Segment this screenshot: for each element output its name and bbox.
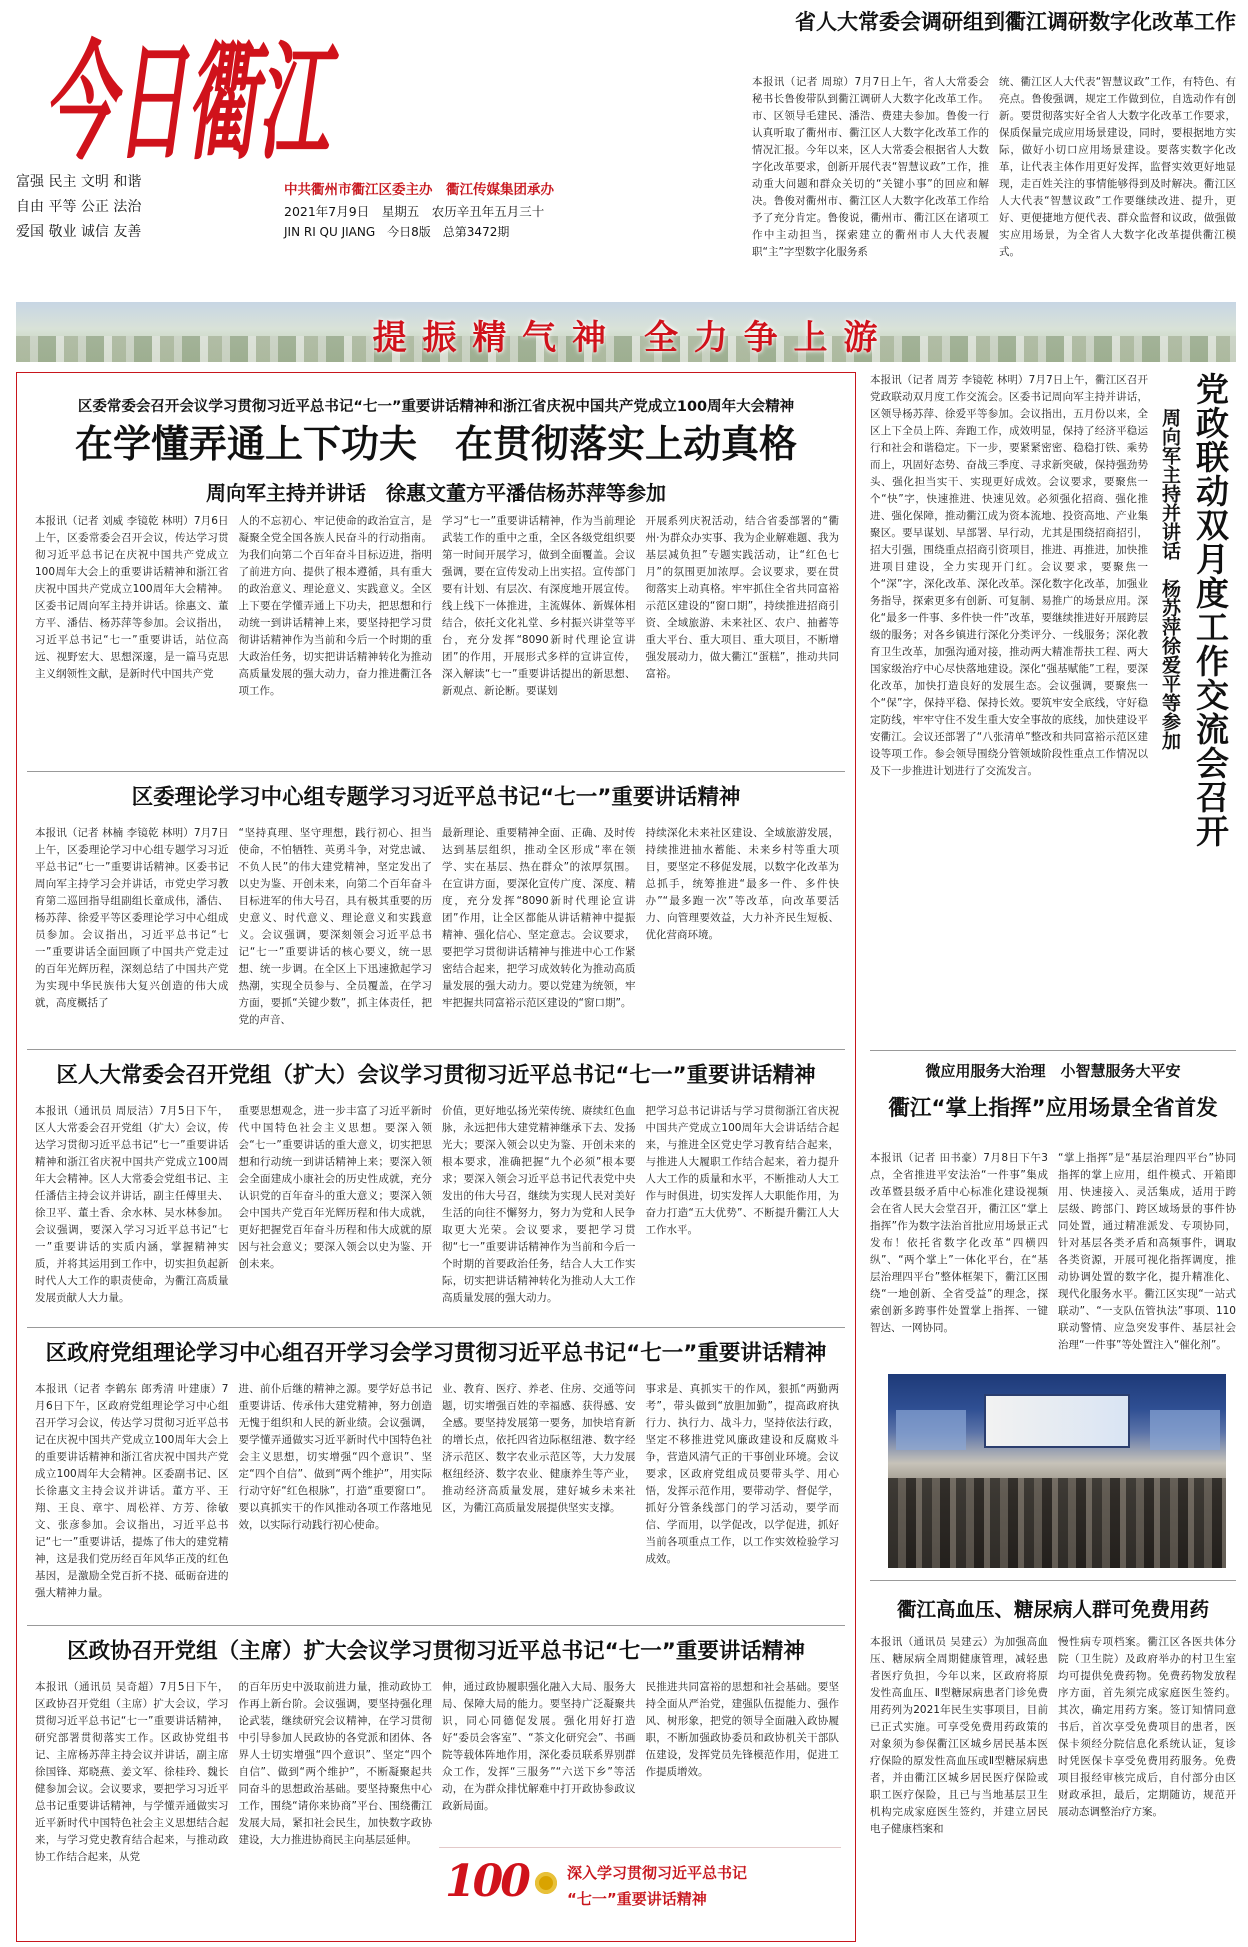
feature-headline: 在学懂弄通上下功夫 在贯彻落实上动真格	[74, 422, 797, 466]
issue-number: JIN RI QU JIANG 今日8版 总第3472期	[284, 225, 510, 239]
s2-body	[35, 825, 839, 1041]
top-right-body	[752, 74, 1236, 258]
banner-slogan: 提 振 精 气 神 全 力 争 上 游	[372, 318, 880, 358]
s3-col-2: 重要思想观念，进一步丰富了习近平新时代中国特色社会主义思想。要深入领会“七一”重要讲话的重大意义，切实把思想和行动统一到讲话精神上来；要深入领会全面建成小康社会的历史性成就，充分认识党的百年奋斗的重大意义；要深入领会中国共产党百年光辉历程和伟大成就，更好把握党百年奋斗历程和伟大成就的原因与社会意义；要深入领会以史为鉴、开创未来。	[238, 1105, 432, 1270]
s3-headline: 区人大常委会召开党组（扩大）会议学习贯彻习近平总书记“七一”重要讲话精神	[56, 1063, 816, 1088]
s4-col-3: 业、教育、医疗、养老、住房、交通等问题，切实增强百姓的幸福感、获得感、安全感。要坚持发展第一要务，加快培育新的增长点，依托四省边际枢纽港、数字经济示范区、数字农业示范区等，大力发展枢纽经济、数字农业、健康养生等产业，推动经济高质量发展，建好城乡未来社区，为衢江高质量发展提供坚实支撑。	[442, 1383, 636, 1514]
feature-body	[35, 513, 839, 763]
sponsor-line: 中共衢州市衢江区委主办 衢江传媒集团承办	[284, 182, 554, 198]
feature-col-1: 本报讯（记者 刘威 李镜乾 林明）7月6日上午，区委常委会召开会议，传达学习贯彻习近平总书记在庆祝中国共产党成立100周年大会上的重要讲话精神和浙江省庆祝中国共产党成立100周年大会精神。区委书记周向军主持并讲话。徐惠文、董方平、潘佶、杨苏萍等参加。会议指出，习近平总书记“七一”重要讲话，站位高远、视野宏大、思想深邃，是一篇马克思主义纲领性文献，是新时代中国共产党	[35, 515, 229, 680]
svg-text:今日衢江: 今日衢江	[44, 28, 340, 178]
top-right-article	[752, 8, 1236, 36]
s4-col-1: 本报讯（记者 李鹤东 郎秀清 叶建康）7月6日下午，区政府党组理论学习中心组召开学习会议，传达学习贯彻习近平总书记在庆祝中国共产党成立100周年大会上的重要讲话精神和浙江省庆祝中国共产党成立100周年大会精神。区委副书记、区长徐惠文主持会议并讲话。董方平、王翔、王良、章宇、周松祥、方芳、徐敏文、张彦参加。会议指出，习近平总书记“七一”重要讲话，提炼了伟大的建党精神，这是我们党历经百年风华正茂的红色基因，是激励全党百折不挠、砥砺奋进的强大精神力量。	[35, 1383, 229, 1599]
zhangshang-article	[870, 1060, 1236, 1122]
zhangshang-kicker: 微应用服务大治理 小智慧服务大平安	[925, 1062, 1181, 1080]
centenary-badge	[439, 1847, 841, 1929]
badge-number: 100	[445, 1856, 528, 1907]
core-values: 富强 民主 文明 和谐 自由 平等 公正 法治 爱国 敬业 诚信 友善	[16, 174, 142, 240]
feature-kicker: 区委常委会召开会议学习贯彻习近平总书记“七一”重要讲话精神和浙江省庆祝中国共产党成立100周年大会精神	[77, 399, 795, 415]
feature-box	[16, 372, 856, 1942]
feature-col-2: 人的不忘初心、牢记使命的政治宣言，是凝聚全党全国各族人民奋斗的行动指南。为我们向第二个百年奋斗目标迈进，指明了前进方向、提供了根本遵循，具有重大的政治意义、理论意义、实践意义。全区上下要在学懂弄通上下功夫，把思想和行动统一到讲话精神上来，要坚持把学习贯彻讲话精神作为当前和今后一个时期的重大政治任务，切实把讲话精神转化为推动高质量发展的强大动力，奋力推进衢江各项工作。	[238, 515, 432, 697]
right-article	[870, 372, 1236, 1040]
s4-headline: 区政府党组理论学习中心组召开学习会学习贯彻习近平总书记“七一”重要讲话精神	[45, 1341, 827, 1366]
feature-subhead: 周向军主持并讲话 徐惠文董方平潘佶杨苏萍等参加	[206, 481, 666, 505]
right-article-title: 党政联动双月度工作交流会召开	[1191, 372, 1230, 848]
top-right-headline: 省人大常委会调研组到衢江调研数字化改革工作	[795, 10, 1236, 34]
conference-photo	[888, 1374, 1226, 1568]
s4-body	[35, 1381, 839, 1617]
s5-col-4: 民推进共同富裕的思想和社会基础。要坚持全面从严治党，建强队伍提能力、强作风、树形象，把党的领导全面融入政协履职，不断加强政协委员和政协机关干部队伍建设，发挥党员先锋模范作用，促进工作提质增效。	[645, 1681, 839, 1778]
top-right-col-2: 统、衢江区人大代表“智慧议政”工作，有特色、有亮点。鲁俊强调，规定工作做到位，自选动作有创新。要贯彻落实好全省人大数字化改革工作要求，保质保量完成应用场景建设，同时，要根据地方实际，做好小切口应用场景建设。要落实数字化改革，让代表主体作用更好发挥，监督实效更好地显现，走百姓关注的事情能够得到及时解决。衢江区人大代表“智慧议政”工作要继续改进、提升，更好、更便捷地方便代表、群众监督和议政，做强做实应用场景，为全省人大数字化改革提供衢江模式。	[999, 76, 1236, 258]
zhangshang-col-2: “掌上指挥”是“基层治理四平台”协同指挥的掌上应用，组件模式、开箱即用、快速接入、灵活集成，适用于跨层级、跨部门、跨区域场景的事件协同处置，通过精准派发、专项协同，针对基层各类矛盾和高频事件，调取各类资源，开展可视化指挥调度，推动协调处置的数字化，提升精准化、现代化服务水平。衢江区实现“一站式联动”、“一支队伍管执法”事项、110联动警情、应急突发事件、基层社会治理“一件事”等处置注入“催化剂”。	[1058, 1152, 1236, 1351]
s5-col-1: 本报讯（通讯员 吴奇超）7月5日下午，区政协召开党组（主席）扩大会议，学习贯彻习近平总书记“七一”重要讲话精神，研究部署贯彻落实工作。区政协党组书记、主席杨苏萍主持会议并讲话，副主席徐国锋、郑晓燕、姜文军、徐桂玲、魏长健参加会议。会议要求，要把学习习近平总书记重要讲话精神，与学懂弄通做实习近平新时代中国特色社会主义思想结合起来，与学习党史教育结合起来，与推动政协工作结合起来，从党	[35, 1681, 229, 1863]
banner	[16, 302, 1236, 362]
s2-col-2: “坚持真理、坚守理想，践行初心、担当使命，不怕牺牲、英勇斗争，对党忠诚、不负人民”的伟大建党精神，坚定发出了以史为鉴、开创未来，向第二个百年奋斗目标进军的伟大号召，具有极其重要的历史意义、时代意义、理论意义和实践意义。会议强调，要深刻领会习近平总书记“七一”重要讲话的核心要义，统一思想、统一步调。在全区上下迅速掀起学习热潮，实现全员参与、全员覆盖，在学习方面，要抓“关键少数”，抓主体责任，把党的声音、	[238, 827, 432, 1026]
issue-date: 2021年7月9日 星期五 农历辛丑年五月三十	[284, 204, 545, 219]
s5-col-2: 的百年历史中汲取前进力量，推动政协工作再上新台阶。会议强调，要坚持强化理论武装，继续研究会议精神，在学习贯彻中引导参加人民政协的各党派和团体、各界人士切实增强“四个意识”、坚定“四个自信”、做到“两个维护”，不断凝聚起共同奋斗的思想政治基础。要坚持聚焦中心工作，围绕“请你来协商”平台、围绕衢江发展大局，紧扣社会民生，加快数字政协建设，大力推进协商民主向基层延伸。	[238, 1681, 432, 1846]
medicine-body	[870, 1634, 1236, 1940]
s4-col-2: 进、前仆后继的精神之源。要学好总书记重要讲话、传承伟大建党精神，努力创造无愧于组织和人民的新业绩。会议强调，要学懂弄通做实习近平新时代中国特色社会主义思想，切实增强“四个意识”、坚定“四个自信”、做到“两个维护”，用实际行动守好“红色根脉”，打造“重要窗口”。要以真抓实干的作风推动各项工作落地见效，以实际行动践行初心使命。	[238, 1383, 432, 1531]
s2-headline: 区委理论学习中心组专题学习习近平总书记“七一”重要讲话精神	[131, 785, 741, 810]
s2-col-1: 本报讯（记者 林楠 李镜乾 林明）7月7日上午，区委理论学习中心组专题学习习近平总书记“七一”重要讲话精神。区委书记周向军主持学习会并讲话，市党史学习教育第二巡回指导组副组长童成伟，潘佶、杨苏萍、徐爱平等区委理论学习中心组成员参加。会议指出，习近平总书记“七一”重要讲话全面回顾了中国共产党走过的百年光辉历程，深刻总结了中国共产党为实现中华民族伟大复兴创造的伟大成就，高度概括了	[35, 827, 229, 1009]
zhangshang-body	[870, 1150, 1236, 1360]
feature-col-4: 开展系列庆祝活动，结合省委部署的“衢州·为群众办实事、我为企业解难题、我为基层减负担”专题实践活动，让“红色七月”的氛围更加浓厚。会议要求，要在贯彻落实上动真格。牢牢抓住全省共同富裕示范区建设的“窗口期”，持续推进招商引资、全域旅游、未来社区、农户、抽蓄等重大平台、重大项目、重大项目，不断增强发展动力，做大衢江“蛋糕”，推动共同富裕。	[645, 515, 839, 680]
s4-col-4: 事求是、真抓实干的作风，狠抓“两勤两考”，带头做到“放胆加勤”，提高政府执行力、执行力、战斗力，坚持依法行政，坚定不移推进党风廉政建设和反腐败斗争，营造风清气正的干事创业环境。会议要求，区政府党组成员要带头学、用心悟，发挥示范作用，要带动学、督促学，抓好分管条线部门的学习活动，要学而信、学而用，以学促改，以学促进，抓好当前各项重点工作，以工作实效检验学习成效。	[645, 1383, 839, 1565]
s3-col-3: 价值，更好地弘扬光荣传统、赓续红色血脉，永远把伟大建党精神继承下去、发扬光大；要深入领会以史为鉴、开创未来的根本要求，准确把握“九个必须”根本要求；要深入领会习近平总书记代表党中央发出的伟大号召，继续为实现人民对美好生活的向往不懈努力，努力为党和人民争取更大光荣。会议要求，要把学习贯彻“七一”重要讲话精神作为当前和今后一个时期的首要政治任务，结合人大工作实际，切实把讲话精神转化为推动人大工作高质量发展的强大动力。	[442, 1105, 636, 1304]
zhangshang-headline: 衢江“掌上指挥”应用场景全省首发	[888, 1096, 1218, 1121]
medicine-headline: 衢江高血压、糖尿病人群可免费用药	[896, 1598, 1209, 1621]
s2-col-3: 最新理论、重要精神全面、正确、及时传达到基层组织，推动全区形成“率在领学、实在基层、热在群众”的浓厚氛围。在宣讲方面，要深化宣传广度、深度、精度，充分发挥“8090新时代理论宣讲团”作用，让全区都能从讲话精神中提振精神、强化信心、坚定意志。会议要求，要把学习贯彻讲话精神与推进中心工作紧密结合起来，把学习成效转化为推动高质量发展的强大动力。要以党建为统领，牢牢把握共同富裕示范区建设的“窗口期”。	[442, 827, 636, 1009]
medicine-col-2: 慢性病专项档案。衢江区各医共体分院（卫生院）及政府举办的村卫生室均可提供免费药物。免费药物发放程序方面，首先须完成家庭医生签约。其次，确定用药方案。签订知情同意书后，首次享受免费项目的患者，医保卡须经分院信息化系统认证，复诊时凭医保卡享受免费用药服务。免费项目报经审核完成后，自付部分由区财政承担，最后，定期随访，规范开展动态调整治疗方案。	[1058, 1636, 1236, 1818]
zhangshang-col-1: 本报讯（记者 田书豪）7月8日下午3点，全省推进平安法治“一件事”集成改革暨县级矛盾中心标准化建设视频会在省人民大会堂召开，衢江区“掌上指挥”作为数字法治首批应用场景正式发布！依托省数字化改革“四横四纵”、“两个掌上”一体化平台，在“基层治理四平台”整体框架下，衢江区围绕“一地创新、全省受益”的理念，探索创新多跨事件处置掌上指挥、一键智达、一网协同。	[870, 1152, 1048, 1334]
s5-headline: 区政协召开党组（主席）扩大会议学习贯彻习近平总书记“七一”重要讲话精神	[67, 1639, 805, 1664]
masthead	[16, 8, 728, 244]
masthead-logo	[44, 12, 340, 182]
s3-col-4: 把学习总书记讲话与学习贯彻浙江省庆祝中国共产党成立100周年大会讲话结合起来，与推进全区党史学习教育结合起来，与推进人大履职工作结合起来，着力提升人大工作的质量和水平，不断推动人大工作与时俱进，切实发挥人大职能作用，为奋力打造“五大优势”、不断提升衢江人大工作水平。	[645, 1105, 839, 1236]
s3-body	[35, 1103, 839, 1319]
medicine-col-1: 本报讯（通讯员 吴建云）为加强高血压、糖尿病全周期健康管理，减轻患者医疗负担，今年以来，区政府将原发性高血压、Ⅱ型糖尿病患者门诊免费用药列为2021年民生实事项目，目前已正式实施。可享受免费用药政策的对象须为参保衢江区城乡居民基本医疗保险的原发性高血压或Ⅱ型糖尿病患者，并由衢江区城乡居民医疗保险或职工医疗保险，且已与当地基层卫生机构完成家庭医生签约，并建立居民电子健康档案和	[870, 1636, 1048, 1835]
s2-col-4: 持续深化未来社区建设、全域旅游发展，持续推进抽水蓄能、未来乡村等重大项目，要坚定不移促发展，以数字化改革为总抓手，统筹推进“最多一件、多件快办”“最多跑一次”等改革，向改革要活力、向管理要效益，大力补齐民生短板、优化营商环境。	[645, 827, 839, 941]
s3-col-1: 本报讯（通讯员 周辰洁）7月5日下午，区人大常委会召开党组（扩大）会议，传达学习贯彻习近平总书记“七一”重要讲话精神和浙江省庆祝中国共产党成立100周年大会精神。区人大常委会党组书记、主任潘佶主持会议并讲话，副主任傅里夫、徐卫平、董土香、余水林、吴水林参加。会议强调，要深入学习习近平总书记“七一”重要讲话的实质内涵，掌握精神实质，并将其运用到工作中，切实担负起新时代人大工作的职责使命，为衢江高质量发展贡献人大力量。	[35, 1105, 229, 1304]
right-article-body: 本报讯（记者 周芳 李镜乾 林明）7月7日上午，衢江区召开党政联动双月度工作交流会。区委书记周向军主持并讲话，区领导杨苏萍、徐爱平等参加。会议指出，五月份以来，全区上下全员上阵、奔跑工作，成效明显，保持了经济平稳运行和社会和谐稳定。下一步，要紧紧密密、稳稳打铁、乘势而上，巩固好态势、奋战三季度、寻求新突破，保持强劲势头、强化担当实干、实现更好成效。会议要求，要聚焦一个“快”字，快速推进、快速见效。必须强化招商、强化推进、强化保障，推动衢江成为资本流地、投资高地、产业集聚区。要早谋划、早部署、早行动，尤其是围绕招商招引，招大引强，围绕重点招商引资项目，推进、再推进，加快推进项目建设，全力实现开门红。会议要求，要聚焦一个“深”字，深化改革、深化改革。深化数字化改革，加强业务指导，探索更多有创新、可复制、易推广的场景应用。深化“最多一件事、多件快一件”改革，要继续推进好开展跨层级的服务；对各乡镇进行深化分类评分、一线服务；深化教育卫生改革，加强沟通对接，推动两大精准帮扶工程、两大国家级治疗中心尽快落地建设。深化“强基赋能”工程，要深化改革，加快打造良好的发展生态。会议强调，要聚焦一个“保”字，保持平稳、保持长效。要筑牢安全底线，守好稳定防线，牢牢守住不发生重大安全事故的底线，加快建设平安衢江。会议还部署了“八张清单”整改和共同富裕示范区建设等项工作。参会领导围绕分管领域阶段性重点工作情况以及下一步推进计划进行了交流发言。	[870, 374, 1148, 777]
right-article-subtitle: 周向军主持并讲话 杨苏萍徐爱平等参加	[1159, 408, 1181, 750]
s5-col-3: 伸，通过政协履职强化融入大局、服务大局、保障大局的能力。要坚持广泛凝聚共识，同心同德促发展。强化用好打造好“委员会客室”、“茶文化研究会”、书画院等载体阵地作用，深化委员联系界别群众工作，发挥“三服务”“六送下乡”等活动，在为群众排忧解难中打开政协参政议政新局面。	[442, 1681, 636, 1812]
badge-line-2: “七一”重要讲话精神	[567, 1890, 707, 1908]
badge-line-1: 深入学习贯彻习近平总书记	[567, 1864, 748, 1882]
top-right-col-1: 本报讯（记者 周琼）7月7日上午，省人大常委会秘书长鲁俊带队到衢江调研人大数字化改革工作。市、区领导毛建民、潘浩、费建夫参加。鲁俊一行认真听取了衢州市、衢江区人大数字化改革工作的情况汇报。今年以来，区人大常委会根据省人大数字化改革要求，创新开展代表“智慧议政”工作，推动重大问题和群众关切的“关键小事”的回应和解决。鲁俊对衢州市、衢江区人大数字化改革工作给予了充分肯定。鲁俊说，衢州市、衢江区在诸项工作中主动担当，探索建立的衢州市人大代表履职“主”字型数字化服务系	[752, 76, 989, 258]
party-emblem-icon	[535, 1872, 557, 1894]
feature-col-3: 学习“七一”重要讲话精神，作为当前理论武装工作的重中之重，全区各级党组织要第一时间开展学习，做到全面覆盖。会议强调，要在宣传发动上出实招。宣传部门要有计划、有层次、有深度地开展宣传。线上线下一体推进，主流媒体、新媒体相结合，依托文化礼堂、乡村振兴讲堂等平台，充分发挥“8090新时代理论宣讲团”的作用，开展形式多样的宣讲宣传，深入解读“七一”重要讲话提出的新思想、新观点、新论断。要谋划	[442, 515, 636, 697]
